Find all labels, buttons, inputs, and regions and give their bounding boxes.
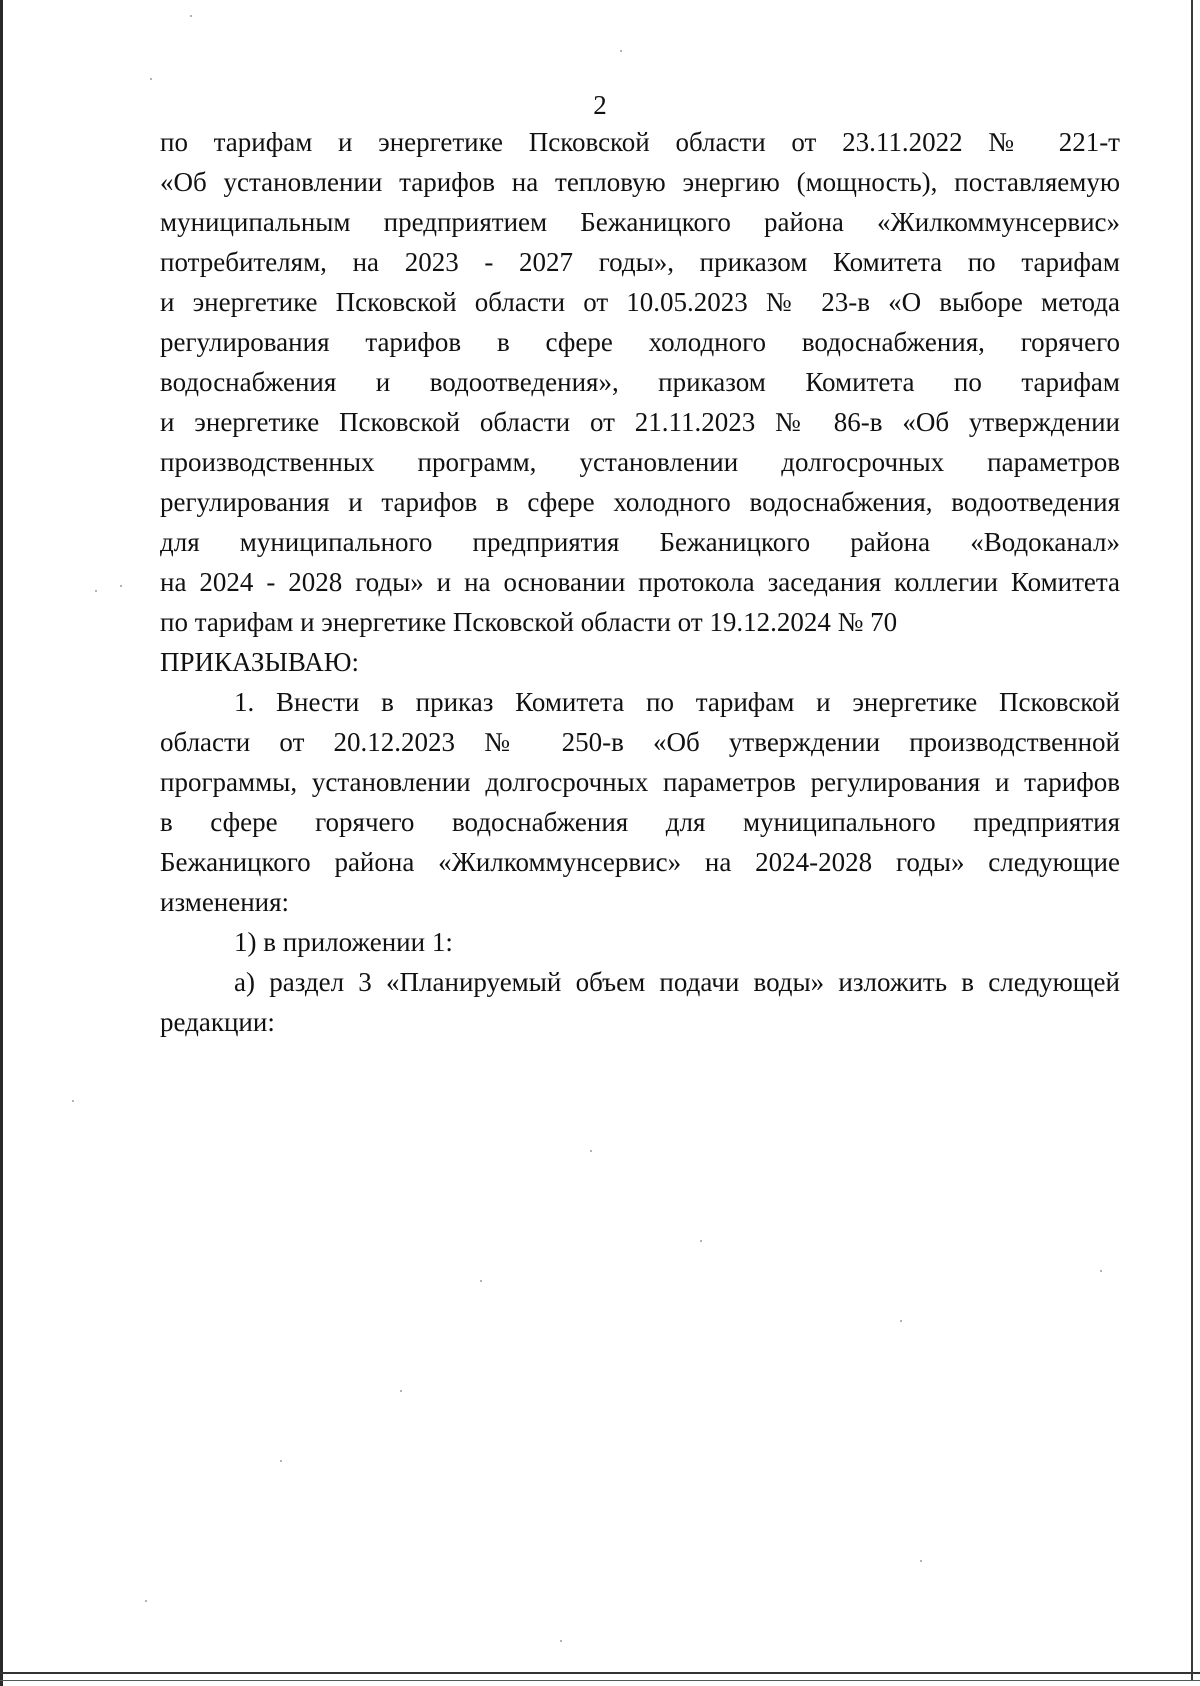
scan-speck bbox=[400, 1390, 402, 1392]
item1-line: области от 20.12.2023 № 250-в «Об утверждении производственной bbox=[160, 727, 1120, 757]
preamble-line: для муниципального предприятия Бежаницкого района «Водоканал» bbox=[160, 527, 1120, 557]
subitem-a-line: редакции: bbox=[160, 1007, 275, 1037]
preamble-line: на 2024 - 2028 годы» и на основании протокола заседания коллегии Комитета bbox=[160, 567, 1120, 597]
preamble-line: муниципальным предприятием Бежаницкого района «Жилкоммунсервис» bbox=[160, 207, 1120, 237]
item1-line: изменения: bbox=[160, 887, 290, 917]
preamble-line: производственных программ, установлении долгосрочных параметров bbox=[160, 447, 1120, 477]
item1-line: Бежаницкого района «Жилкоммунсервис» на 2024-2028 годы» следующие bbox=[160, 847, 1120, 877]
item1-line: программы, установлении долгосрочных параметров регулирования и тарифов bbox=[160, 767, 1120, 797]
scan-speck bbox=[590, 1150, 592, 1152]
preamble-line: регулирования и тарифов в сфере холодного водоснабжения, водоотведения bbox=[160, 487, 1120, 517]
scan-speck bbox=[95, 590, 97, 592]
preamble-line: «Об установлении тарифов на тепловую энергию (мощность), поставляемую bbox=[160, 167, 1120, 197]
preamble-line: по тарифам и энергетике Псковской области от 19.12.2024 № 70 bbox=[160, 607, 898, 637]
preamble-line: по тарифам и энергетике Псковской области от 23.11.2022 № 221-т bbox=[160, 127, 1120, 157]
scan-border-right bbox=[1191, 0, 1193, 1680]
preamble-line: потребителям, на 2023 - 2027 годы», приказом Комитета по тарифам bbox=[160, 247, 1120, 277]
scan-speck bbox=[920, 1560, 922, 1562]
order-heading: ПРИКАЗЫВАЮ: bbox=[160, 647, 359, 677]
scan-speck bbox=[280, 1460, 282, 1462]
preamble-line: и энергетике Псковской области от 10.05.2023 № 23-в «О выборе метода bbox=[160, 287, 1120, 317]
scan-speck bbox=[72, 1100, 74, 1102]
preamble-line: регулирования тарифов в сфере холодного водоснабжения, горячего bbox=[160, 327, 1120, 357]
scan-border-bottom-inner bbox=[0, 1680, 1200, 1681]
scan-speck bbox=[150, 78, 152, 80]
document-body bbox=[160, 122, 1120, 1042]
scan-speck bbox=[120, 585, 122, 587]
item1-line: в сфере горячего водоснабжения для муниципального предприятия bbox=[160, 807, 1120, 837]
subitem-1: 1) в приложении 1: bbox=[234, 927, 453, 957]
scan-speck bbox=[145, 1600, 147, 1602]
scan-border-bottom bbox=[0, 1672, 1200, 1674]
preamble-line: водоснабжения и водоотведения», приказом Комитета по тарифам bbox=[160, 367, 1120, 397]
scan-speck bbox=[560, 1640, 562, 1642]
page-number: 2 bbox=[593, 90, 607, 120]
preamble-line: и энергетике Псковской области от 21.11.2023 № 86-в «Об утверждении bbox=[160, 407, 1120, 437]
item1-line: 1. Внести в приказ Комитета по тарифам и энергетике Псковской bbox=[234, 687, 1120, 717]
scan-border-left bbox=[0, 0, 3, 1686]
scan-speck bbox=[480, 1280, 482, 1282]
scan-speck bbox=[620, 50, 622, 52]
scan-speck bbox=[1100, 1270, 1102, 1272]
scan-speck bbox=[190, 15, 192, 17]
scan-speck bbox=[900, 1320, 902, 1322]
scan-speck bbox=[700, 1240, 702, 1242]
subitem-a-line: а) раздел 3 «Планируемый объем подачи воды» изложить в следующей bbox=[234, 967, 1120, 997]
